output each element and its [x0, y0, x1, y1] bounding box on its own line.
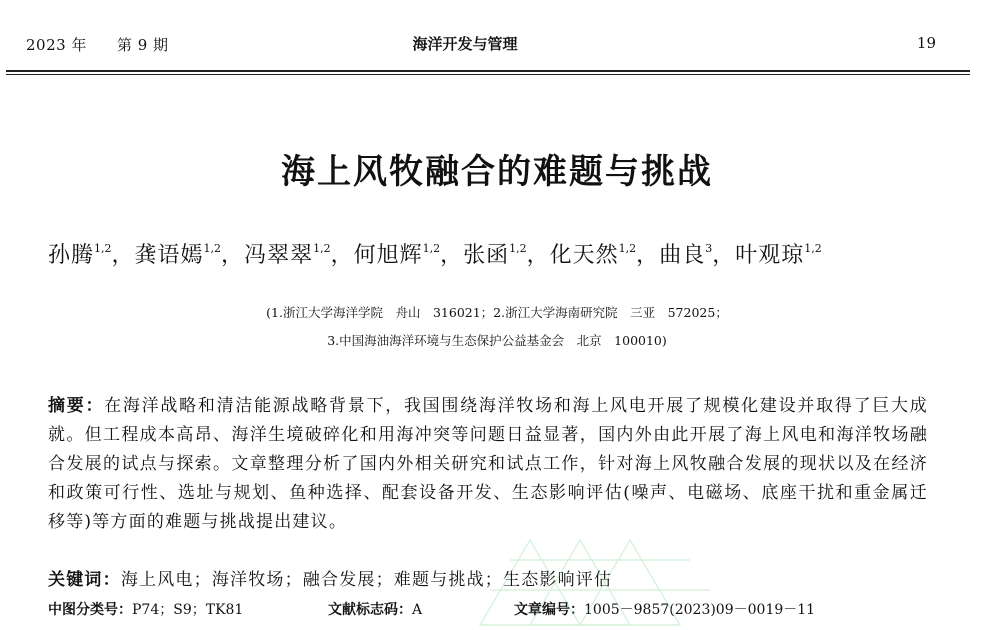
affiliation-line-1: (1.浙江大学海洋学院 舟山 316021；2.浙江大学海南研究院 三亚 572025；	[266, 305, 728, 320]
author-affiliation-mark: 1,2	[804, 242, 822, 255]
author-name: 冯翠翠	[244, 243, 314, 268]
author-affiliation-mark: 1,2	[94, 242, 112, 255]
author-name: 曲良	[659, 243, 706, 268]
author-affiliation-mark: 1,2	[313, 242, 331, 255]
clc-value: P74；S9；TK81	[132, 602, 244, 618]
abstract-text: 在海洋战略和清洁能源战略背景下，我国围绕海洋牧场和海上风电开展了规模化建设并取得了巨大成就。但工程成本高昂、海洋生境破碎化和用海冲突等问题日益显著，国内外由此开展了海上风电和海洋牧场融合发展的试点与探索。文章整理分析了国内外相关研究和试点工作，针对海上风牧融合发展的现状以及在经济和政策可行性、选址与规划、鱼种选择、配套设备开发、生态影响评估(噪声、电磁场、底座干扰和重金属迁移等)等方面的难题与挑战提出建议。	[48, 396, 928, 532]
affiliation-line-2: 3.中国海油海洋环境与生态保护公益基金会 北京 100010)	[327, 333, 667, 348]
author-separator: ，	[636, 243, 660, 268]
author-separator: ，	[712, 243, 736, 268]
author-name: 何旭辉	[353, 243, 423, 268]
page-header	[0, 0, 994, 80]
author-affiliation-mark: 1,2	[509, 242, 527, 255]
paper-title: 海上风牧融合的难题与挑战	[281, 152, 713, 192]
article-label: 文章编号：	[514, 602, 584, 618]
header-rule-thick	[6, 70, 970, 72]
author-separator: ，	[330, 243, 354, 268]
clc-label: 中图分类号：	[48, 602, 132, 618]
header-issue: 第 9 期	[116, 36, 169, 54]
doc-value: A	[412, 602, 423, 618]
page-number: 19	[916, 34, 936, 52]
author-separator: ，	[111, 243, 135, 268]
author-name: 叶观琼	[735, 243, 805, 268]
author-affiliation-mark: 1,2	[618, 242, 637, 255]
doc-label: 文献标志码：	[328, 602, 412, 618]
header-rule-thin	[6, 74, 970, 75]
author-affiliation-mark: 1,2	[203, 242, 222, 255]
clc-number	[48, 599, 243, 619]
abstract	[48, 392, 928, 537]
watermark-graphic	[470, 530, 730, 630]
keywords-label: 关键词：	[48, 570, 121, 590]
author-name: 张函	[463, 243, 510, 268]
header-year: 2023 年	[26, 36, 87, 54]
author-list	[48, 238, 948, 269]
journal-name: 海洋开发与管理	[412, 35, 518, 53]
author-separator: ，	[221, 243, 245, 268]
author-name: 龚语嫣	[134, 243, 204, 268]
author-affiliation-mark: 1,2	[422, 242, 441, 255]
author-separator: ，	[440, 243, 464, 268]
document-code	[328, 599, 422, 619]
keywords-text: 海上风电；海洋牧场；融合发展；难题与挑战；生态影响评估	[120, 570, 613, 590]
abstract-label: 摘要：	[48, 396, 105, 416]
author-affiliation-mark: 3	[705, 242, 713, 255]
author-name: 化天然	[549, 243, 619, 268]
author-name: 孙腾	[48, 243, 95, 268]
article-value: 1005－9857(2023)09－0019－11	[584, 602, 816, 618]
author-separator: ，	[526, 243, 550, 268]
